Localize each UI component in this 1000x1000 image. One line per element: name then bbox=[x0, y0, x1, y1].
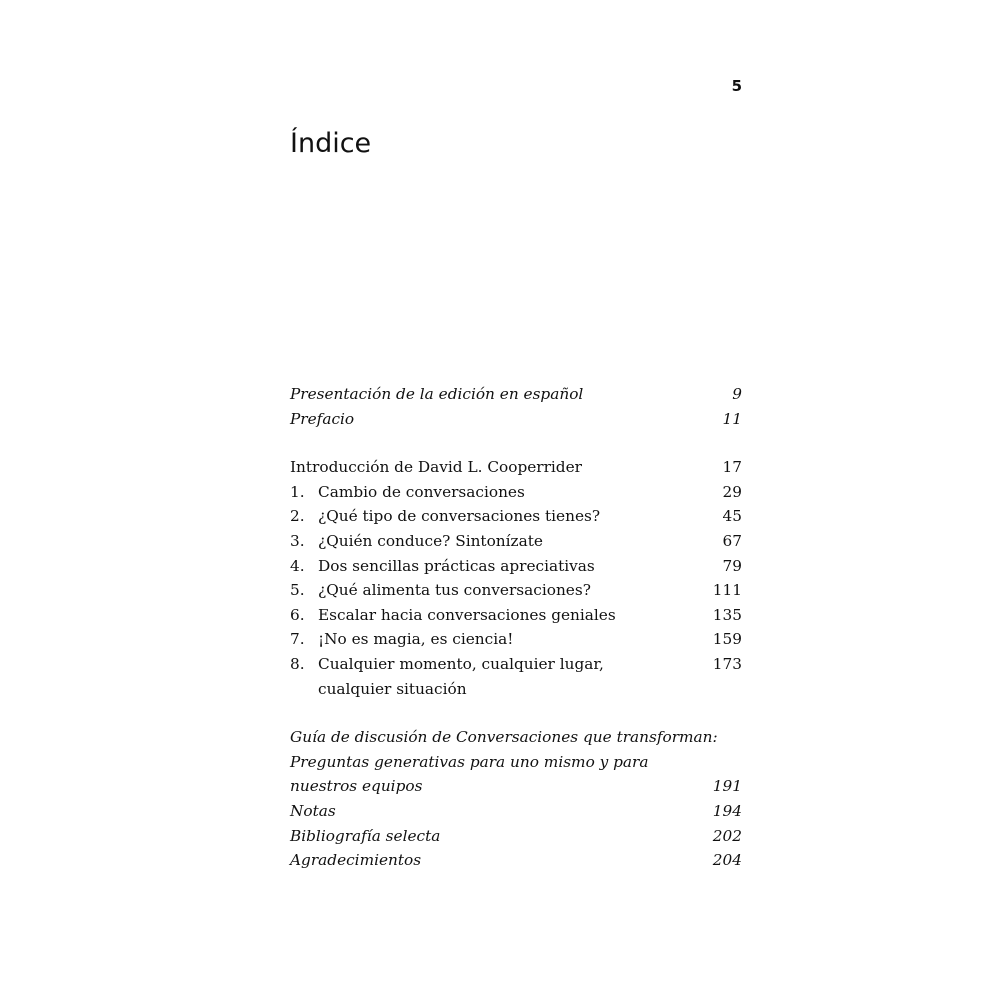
toc-entry-introduccion[interactable] bbox=[290, 455, 742, 480]
toc-entry-label: Preguntas generativas para uno mismo y para bbox=[290, 752, 649, 771]
toc-chapter-6[interactable] bbox=[290, 603, 742, 628]
chapter-page: 135 bbox=[712, 605, 742, 624]
toc-entry-page: 204 bbox=[712, 851, 742, 870]
chapter-title: ¿Qué alimenta tus conversaciones? bbox=[318, 581, 591, 600]
toc-entry-page: 9 bbox=[732, 385, 742, 403]
toc-entry-guia-line3 bbox=[290, 774, 742, 799]
toc-chapter-8-continued bbox=[290, 677, 742, 702]
section-spacer bbox=[290, 431, 742, 455]
toc-entry-label: Prefacio bbox=[290, 409, 355, 428]
toc-chapter-5[interactable] bbox=[290, 578, 742, 603]
toc-entry-label: Presentación de la edición en español bbox=[290, 385, 584, 403]
toc-entry-label: Guía de discusión de Conversaciones que transforman: bbox=[290, 728, 718, 747]
page-number: 5 bbox=[731, 77, 742, 95]
toc-entry-page: 202 bbox=[712, 826, 742, 845]
toc-chapter-4[interactable] bbox=[290, 554, 742, 579]
chapter-title: ¿Quién conduce? Sintonízate bbox=[318, 531, 543, 550]
chapter-title: Dos sencillas prácticas apreciativas bbox=[318, 556, 595, 575]
toc-chapter-1[interactable] bbox=[290, 480, 742, 505]
toc-entry-page: 194 bbox=[712, 801, 742, 820]
chapter-title: Escalar hacia conversaciones geniales bbox=[318, 605, 616, 624]
chapter-page: 79 bbox=[722, 556, 742, 575]
toc-entry-label: Bibliografía selecta bbox=[290, 826, 441, 845]
chapter-number: 7. bbox=[290, 630, 305, 649]
chapter-number: 5. bbox=[290, 581, 305, 600]
toc-entry-page: 11 bbox=[722, 409, 742, 428]
chapter-title: Cualquier momento, cualquier lugar, bbox=[318, 654, 604, 673]
chapter-title-line2: cualquier situación bbox=[318, 679, 467, 698]
toc-entry-guia[interactable] bbox=[290, 725, 742, 750]
chapter-number: 4. bbox=[290, 556, 305, 575]
toc-entry-label: Agradecimientos bbox=[290, 851, 422, 870]
toc-entry-prefacio[interactable] bbox=[290, 407, 742, 432]
chapter-title: ¡No es magia, es ciencia! bbox=[318, 630, 514, 649]
toc-entry-label: Introducción de David L. Cooperrider bbox=[290, 458, 582, 477]
toc-chapter-8[interactable] bbox=[290, 652, 742, 677]
chapter-title: ¿Qué tipo de conversaciones tienes? bbox=[318, 507, 601, 526]
chapter-page: 29 bbox=[722, 482, 742, 501]
chapter-page: 173 bbox=[712, 654, 742, 673]
toc-chapter-2[interactable] bbox=[290, 504, 742, 529]
chapter-page: 111 bbox=[712, 581, 742, 600]
toc-entry-label: nuestros equipos bbox=[290, 777, 423, 796]
toc-entry-label: Notas bbox=[290, 801, 336, 820]
chapter-page: 159 bbox=[712, 630, 742, 649]
chapter-page: 45 bbox=[722, 507, 742, 526]
chapter-number: 8. bbox=[290, 654, 305, 673]
table-of-contents bbox=[290, 382, 742, 873]
page-title: Índice bbox=[290, 128, 372, 159]
toc-entry-page: 17 bbox=[722, 458, 742, 477]
toc-entry-notas[interactable] bbox=[290, 799, 742, 824]
chapter-number: 1. bbox=[290, 482, 305, 501]
chapter-number: 2. bbox=[290, 507, 305, 526]
chapter-number: 3. bbox=[290, 531, 305, 550]
section-spacer bbox=[290, 701, 742, 725]
toc-chapter-3[interactable] bbox=[290, 529, 742, 554]
toc-entry-page: 191 bbox=[712, 777, 742, 796]
chapter-page: 67 bbox=[722, 531, 742, 550]
toc-entry-guia-line2 bbox=[290, 750, 742, 775]
toc-entry-bibliografia[interactable] bbox=[290, 824, 742, 849]
toc-chapter-7[interactable] bbox=[290, 627, 742, 652]
chapter-title: Cambio de conversaciones bbox=[318, 482, 525, 501]
toc-entry-presentacion[interactable] bbox=[290, 382, 742, 407]
chapter-number: 6. bbox=[290, 605, 305, 624]
toc-entry-agradecimientos[interactable] bbox=[290, 848, 742, 873]
